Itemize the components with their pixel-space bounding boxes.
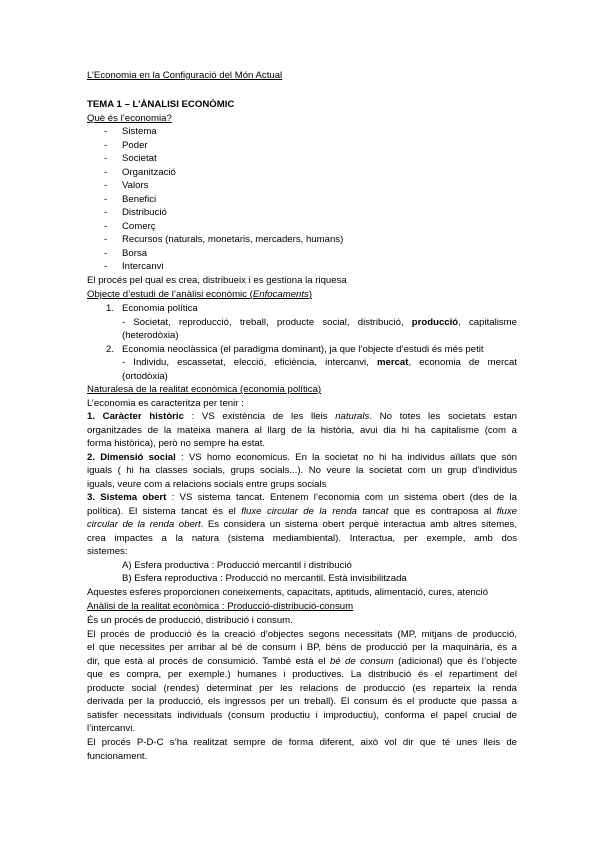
list-dash: - [104, 234, 108, 245]
approach-2-desc: - Individu, escassetat, elecció, eficiència, intercanvi, mercat, economia de mercat [122, 357, 517, 368]
paragraph-line: dir, que està al procés de consumició. També està el bé de consum (adicional) que és l’objecte [87, 656, 517, 667]
paragraph-line: crea impactes a la natura (sistema mediambiental). Interactua, per exemple, amb dos [87, 533, 517, 544]
list-dash: - [104, 194, 108, 205]
list-number: 1. [106, 303, 115, 314]
list-item: Organització [122, 167, 176, 178]
paragraph-line: política). El sistema tancat és el fluxe circular de la renda tancat que es contraposa al fluxe [87, 506, 517, 517]
list-item: Distribució [122, 207, 167, 218]
paragraph-line: El procés de producció és la creació d’objectes segons necessitats (MP, mitjans de producció, [87, 629, 517, 640]
list-dash: - [104, 221, 108, 232]
paragraph-line: circular de la renda obert. Es considera un sistema obert perquè interactua amb altres sitemes, [87, 519, 517, 530]
approach-1-title: Economia política [122, 303, 198, 314]
list-item: Recursos (naturals, monetaris, mercaders, humans) [122, 234, 344, 245]
list-dash: - [104, 140, 108, 151]
characteristic-2: 2. Dimensió social : VS homo economicus. En la societat no hi ha individus aïllats que són [87, 452, 517, 463]
paragraph-line: derivada per la producció, els ingressos per un treball). El consum és el producte que passa a [87, 696, 517, 707]
question-heading: Què és l’economia? [87, 113, 172, 124]
characteristic-3: 3. Sistema obert : VS sistema tancat. Entenem l’economia com un sistema obert (des de la [87, 492, 517, 503]
list-dash: - [104, 167, 108, 178]
list-item: Valors [122, 180, 149, 191]
list-item: Intercanvi [122, 261, 164, 272]
list-item: Poder [122, 140, 148, 151]
paragraph-line: El procés P-D-C s’ha realitzat sempre de forma diferent, això vol dir que té unes lleis de [87, 737, 517, 748]
object-heading: Objecte d’estudi de l’anàlisi econòmic (Enfocaments) [87, 289, 313, 300]
list-dash: - [104, 248, 108, 259]
characteristic-1: 1. Caràcter històric : VS existència de les lleis naturals. No totes les societats estan [87, 411, 517, 422]
paragraph-line: iguals, veure com a relacions socials entre grups socials [87, 479, 327, 490]
list-dash: - [104, 126, 108, 137]
definition: El procés pel qual es crea, distribueix i es gestiona la riquesa [87, 275, 347, 286]
paragraph-line: funcionament. [87, 751, 148, 762]
sphere-b: B) Esfera reproductiva : Producció no mercantil. Està invisibilitzada [122, 573, 407, 584]
paragraph-line: producte social (rendes) determinat per les relacions de producció (es reparteix la renda [87, 683, 517, 694]
paragraph-line: el que necessites per arribar al bé de consum i BP, béns de producció per la maquinària, és a [87, 642, 517, 653]
approach-1-note: (heterodòxia) [122, 330, 179, 341]
nature-heading: Naturalesa de la realitat econòmica (economia política) [87, 384, 322, 395]
paragraph-line: forma històrica), però no sempre ha estat. [87, 438, 266, 449]
list-item: Borsa [122, 248, 148, 259]
analysis-intro: És un procés de producció, distribució i consum. [87, 615, 293, 626]
list-dash: - [104, 261, 108, 272]
approach-1-desc: - Societat, reproducció, treball, producte social, distribució, producció, capitalisme [122, 317, 517, 328]
paragraph-line: iguals ( hi ha classes socials, grups socials...). No veure la societat com un grup d’individus [87, 465, 517, 476]
list-item: Societat [122, 153, 157, 164]
list-number: 2. [106, 344, 115, 355]
paragraph-line: que es compra, per exemple.) humanes i productives. La distribució és el repartiment del [87, 669, 517, 680]
section-heading: TEMA 1 – L’ÀNALISI ECONÒMIC [87, 99, 235, 110]
spheres-note: Aquestes esferes proporcionen coneixements, capacitats, aptituds, alimentació, cures, atenció [87, 587, 489, 598]
paragraph-line: sistemes: [87, 546, 128, 557]
list-item: Comerç [122, 221, 156, 232]
approach-2-title: Economia neoclàssica (el paradigma dominant), ja que l’objecte d’estudi és més petit [122, 344, 484, 355]
paragraph-line: satisfer necessitats individuals (consum productiu i improductiu), conforma el papel crucial de [87, 710, 517, 721]
sphere-a: A) Esfera productiva : Producció mercantil i distribució [122, 560, 352, 571]
list-dash: - [104, 207, 108, 218]
paragraph-line: organitzades de la mateixa manera al llarg de la història, avui dia hi ha capitalisme (com a [87, 425, 517, 436]
list-dash: - [104, 180, 108, 191]
analysis-heading: Anàlisi de la realitat econòmica : Producció-distribució-consum [87, 601, 354, 612]
nature-intro: L’economia es caracteritza per tenir : [87, 398, 244, 409]
list-dash: - [104, 153, 108, 164]
document-title: L’Economia en la Configuració del Món Actual [87, 70, 283, 81]
list-item: Sistema [122, 126, 157, 137]
list-item: Benefici [122, 194, 157, 205]
paragraph-line: l’intercanvi. [87, 723, 135, 734]
approach-2-note: (ortodòxia) [122, 371, 168, 382]
